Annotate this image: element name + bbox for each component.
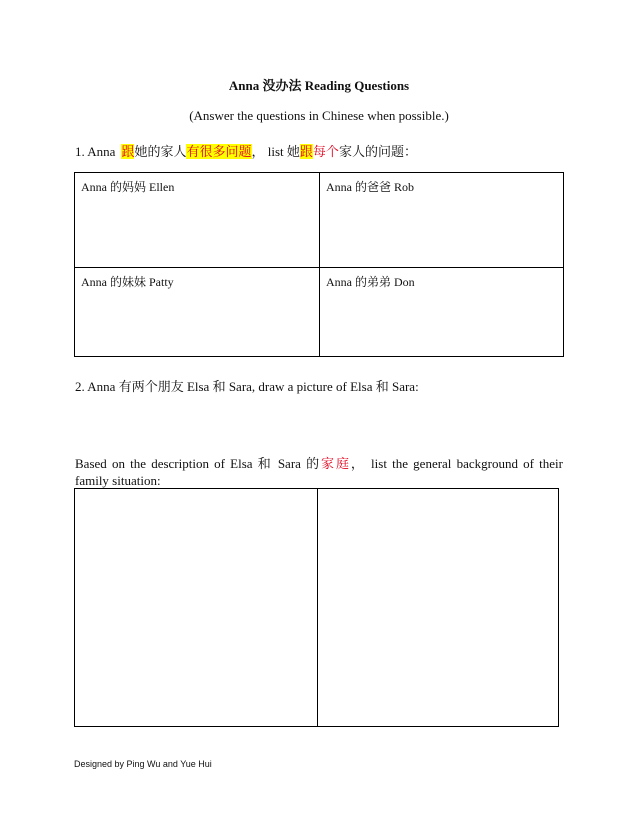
q3-pre: Based on the description of Elsa 和 Sara 的: [75, 456, 322, 471]
cell-sister[interactable]: Anna 的妹妹 Patty: [75, 268, 320, 356]
background-table: [74, 488, 559, 727]
q1-segment-2: ， list 她: [251, 144, 300, 159]
cell-mother[interactable]: Anna 的妈妈 Ellen: [75, 173, 320, 268]
background-cell-left[interactable]: [75, 489, 318, 726]
footer-credit: Designed by Ping Wu and Yue Hui: [74, 759, 212, 769]
question-2: 2. Anna 有两个朋友 Elsa 和 Sara, draw a picture of Elsa 和 Sara:: [75, 379, 419, 394]
q1-segment-1: 她的家人: [134, 144, 187, 159]
q1-highlight-gen: 跟: [121, 144, 135, 159]
q1-prefix: 1. Anna: [75, 144, 116, 159]
q1-highlight-problems: 有很多问题: [186, 144, 252, 159]
background-cell-right[interactable]: [318, 489, 558, 726]
page-instructions: (Answer the questions in Chinese when possible.): [189, 108, 449, 123]
q3-red-family: 家庭: [321, 456, 351, 471]
q3-post: ， list the general background of their family situation:: [75, 456, 563, 488]
question-1: [75, 141, 417, 160]
cell-brother[interactable]: Anna 的弟弟 Don: [326, 275, 415, 289]
page-title: Anna 没办法 Reading Questions: [228, 78, 410, 93]
family-table: [74, 172, 564, 357]
q1-red-each: 每个: [312, 144, 339, 159]
question-3: [75, 455, 563, 489]
cell-father[interactable]: Anna 的爸爸 Rob: [320, 173, 563, 268]
q1-highlight-gen-2: 跟: [299, 144, 313, 159]
q1-segment-3: 家人的问题：: [338, 144, 417, 159]
